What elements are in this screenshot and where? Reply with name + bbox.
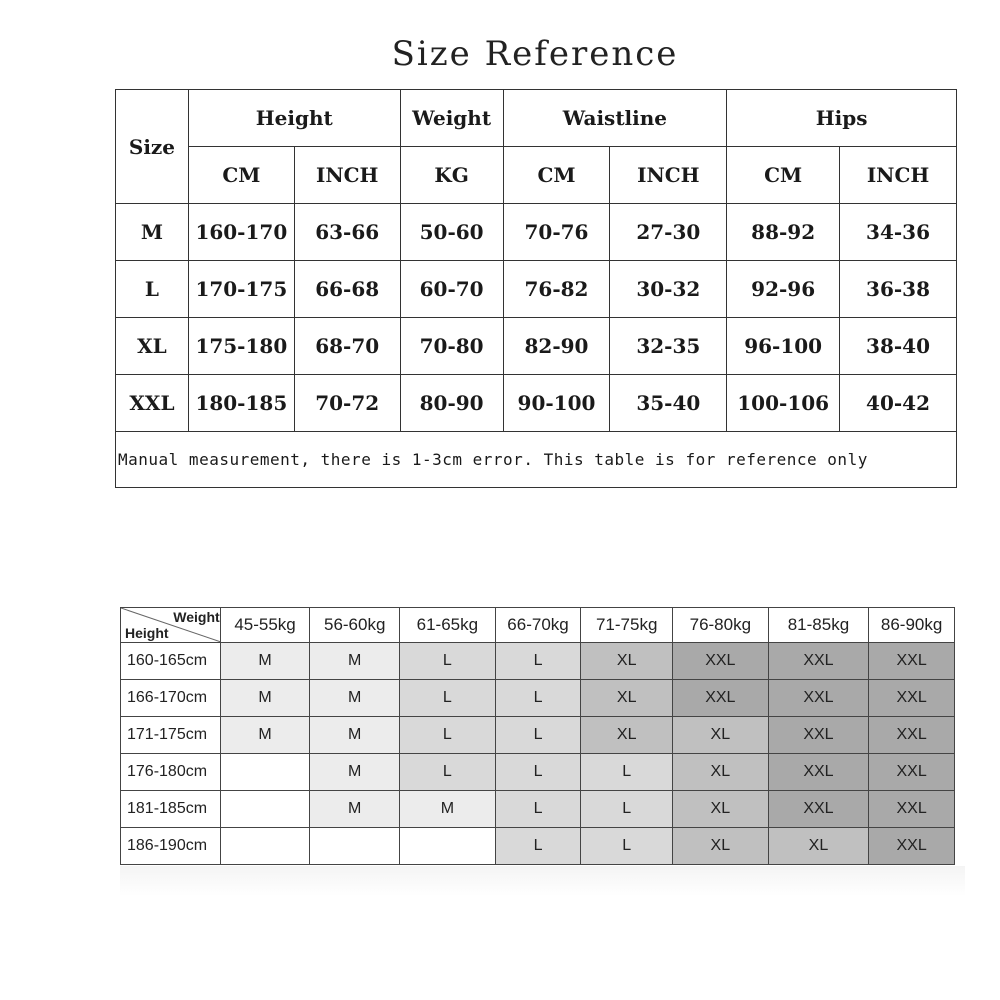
measurement-cell: 76-82 bbox=[503, 261, 610, 318]
weight-header: 71-75kg bbox=[581, 608, 673, 643]
measurement-cell: 180-185 bbox=[188, 375, 294, 432]
measurement-cell: 68-70 bbox=[294, 318, 400, 375]
size-cell: XXL bbox=[768, 680, 869, 717]
weight-header: 56-60kg bbox=[310, 608, 400, 643]
size-cell: L bbox=[400, 643, 496, 680]
measurement-cell: 82-90 bbox=[503, 318, 610, 375]
measurement-cell: 34-36 bbox=[840, 204, 957, 261]
size-cell: M bbox=[310, 717, 400, 754]
size-cell: L bbox=[495, 754, 581, 791]
size-cell: M bbox=[310, 791, 400, 828]
height-label: 166-170cm bbox=[121, 680, 221, 717]
size-cell bbox=[220, 828, 310, 865]
corner-weight-label: Weight bbox=[173, 609, 220, 625]
size-cell: XL bbox=[673, 717, 769, 754]
weight-group-header: Weight bbox=[400, 90, 503, 147]
unit-header: INCH bbox=[840, 147, 957, 204]
measurement-cell: 40-42 bbox=[840, 375, 957, 432]
height-row bbox=[121, 791, 955, 828]
size-label: L bbox=[116, 261, 189, 318]
size-cell: M bbox=[220, 717, 310, 754]
measurement-cell: 175-180 bbox=[188, 318, 294, 375]
size-cell: XL bbox=[581, 643, 673, 680]
size-cell: XXL bbox=[869, 643, 955, 680]
size-cell bbox=[220, 791, 310, 828]
size-cell: M bbox=[310, 643, 400, 680]
measurement-cell: 30-32 bbox=[610, 261, 727, 318]
measurement-cell: 60-70 bbox=[400, 261, 503, 318]
measurement-cell: 36-38 bbox=[840, 261, 957, 318]
measurement-cell: 66-68 bbox=[294, 261, 400, 318]
size-cell: XXL bbox=[869, 791, 955, 828]
measurement-cell: 90-100 bbox=[503, 375, 610, 432]
height-row bbox=[121, 717, 955, 754]
size-cell: XXL bbox=[869, 717, 955, 754]
size-chart-rows bbox=[121, 643, 955, 865]
weight-header: 81-85kg bbox=[768, 608, 869, 643]
measurement-cell: 96-100 bbox=[727, 318, 840, 375]
size-reference-rows bbox=[116, 204, 957, 432]
size-cell: M bbox=[310, 754, 400, 791]
size-row bbox=[116, 261, 957, 318]
unit-header: INCH bbox=[294, 147, 400, 204]
size-cell: XL bbox=[673, 754, 769, 791]
weight-header: 45-55kg bbox=[220, 608, 310, 643]
size-cell: XXL bbox=[768, 754, 869, 791]
unit-header: KG bbox=[400, 147, 503, 204]
size-cell: L bbox=[400, 717, 496, 754]
unit-header: CM bbox=[503, 147, 610, 204]
size-cell: L bbox=[495, 828, 581, 865]
size-row bbox=[116, 375, 957, 432]
size-cell: XXL bbox=[768, 717, 869, 754]
size-cell: XXL bbox=[869, 828, 955, 865]
measurement-cell: 88-92 bbox=[727, 204, 840, 261]
size-header: Size bbox=[116, 90, 189, 204]
size-reference-table bbox=[115, 89, 957, 488]
height-group-header: Height bbox=[188, 90, 400, 147]
corner-height-label: Height bbox=[125, 625, 169, 641]
unit-header: CM bbox=[727, 147, 840, 204]
size-cell: M bbox=[220, 643, 310, 680]
size-label: XL bbox=[116, 318, 189, 375]
measurement-cell: 32-35 bbox=[610, 318, 727, 375]
height-label: 160-165cm bbox=[121, 643, 221, 680]
height-label: 186-190cm bbox=[121, 828, 221, 865]
size-label: M bbox=[116, 204, 189, 261]
weight-header: 61-65kg bbox=[400, 608, 496, 643]
height-row bbox=[121, 828, 955, 865]
size-cell: L bbox=[581, 828, 673, 865]
measurement-cell: 35-40 bbox=[610, 375, 727, 432]
size-row bbox=[116, 204, 957, 261]
size-cell: M bbox=[310, 680, 400, 717]
height-label: 171-175cm bbox=[121, 717, 221, 754]
page-title: Size Reference bbox=[391, 34, 679, 74]
size-cell: XXL bbox=[869, 754, 955, 791]
size-cell: XXL bbox=[673, 643, 769, 680]
size-chart-table bbox=[120, 607, 955, 865]
size-cell: L bbox=[495, 643, 581, 680]
height-label: 176-180cm bbox=[121, 754, 221, 791]
height-row bbox=[121, 643, 955, 680]
measurement-cell: 63-66 bbox=[294, 204, 400, 261]
size-cell: XL bbox=[581, 680, 673, 717]
size-cell: L bbox=[495, 791, 581, 828]
measurement-cell: 38-40 bbox=[840, 318, 957, 375]
size-cell: L bbox=[400, 754, 496, 791]
measurement-cell: 70-76 bbox=[503, 204, 610, 261]
size-cell: XL bbox=[768, 828, 869, 865]
height-row bbox=[121, 754, 955, 791]
size-cell: XL bbox=[673, 791, 769, 828]
measurement-cell: 70-72 bbox=[294, 375, 400, 432]
size-row bbox=[116, 318, 957, 375]
size-cell: M bbox=[400, 791, 496, 828]
measurement-cell: 80-90 bbox=[400, 375, 503, 432]
size-cell: M bbox=[220, 680, 310, 717]
weight-header: 86-90kg bbox=[869, 608, 955, 643]
corner-cell bbox=[121, 608, 221, 643]
weight-header: 66-70kg bbox=[495, 608, 581, 643]
size-label: XXL bbox=[116, 375, 189, 432]
measurement-note: Manual measurement, there is 1-3cm error. This table is for reference only bbox=[116, 432, 957, 488]
height-label: 181-185cm bbox=[121, 791, 221, 828]
unit-header: CM bbox=[188, 147, 294, 204]
unit-header: INCH bbox=[610, 147, 727, 204]
measurement-cell: 27-30 bbox=[610, 204, 727, 261]
measurement-cell: 70-80 bbox=[400, 318, 503, 375]
bottom-fade bbox=[120, 866, 965, 896]
size-cell: XL bbox=[581, 717, 673, 754]
height-row bbox=[121, 680, 955, 717]
measurement-cell: 92-96 bbox=[727, 261, 840, 318]
size-cell: L bbox=[495, 680, 581, 717]
size-cell: L bbox=[581, 754, 673, 791]
size-cell: XL bbox=[673, 828, 769, 865]
weight-header: 76-80kg bbox=[673, 608, 769, 643]
waistline-group-header: Waistline bbox=[503, 90, 727, 147]
measurement-cell: 100-106 bbox=[727, 375, 840, 432]
size-cell: XXL bbox=[673, 680, 769, 717]
measurement-cell: 170-175 bbox=[188, 261, 294, 318]
size-cell bbox=[400, 828, 496, 865]
size-cell: L bbox=[495, 717, 581, 754]
size-cell: L bbox=[581, 791, 673, 828]
measurement-cell: 50-60 bbox=[400, 204, 503, 261]
size-cell: XXL bbox=[768, 791, 869, 828]
size-cell: XXL bbox=[768, 643, 869, 680]
size-cell: XXL bbox=[869, 680, 955, 717]
size-cell bbox=[310, 828, 400, 865]
hips-group-header: Hips bbox=[727, 90, 957, 147]
measurement-cell: 160-170 bbox=[188, 204, 294, 261]
size-cell bbox=[220, 754, 310, 791]
size-cell: L bbox=[400, 680, 496, 717]
